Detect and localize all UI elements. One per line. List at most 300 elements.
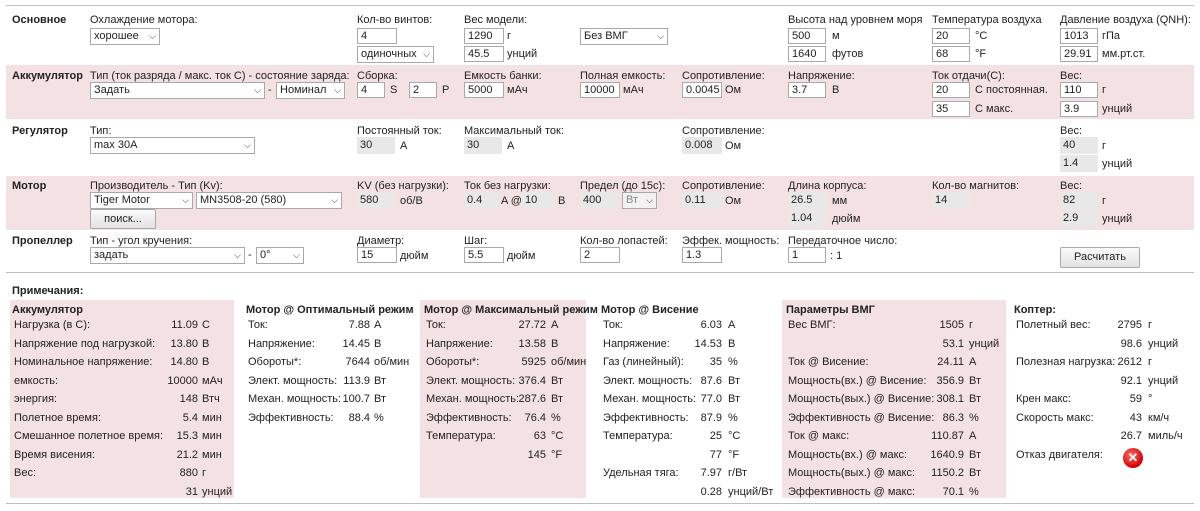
opt-row-value: 14.45	[342, 337, 370, 350]
hover-row-label: Элект. мощность:	[603, 374, 693, 387]
opt-row-unit: %	[374, 411, 384, 424]
vmg-row-label: Эффективность @ макс:	[788, 485, 915, 498]
copter-row-value: 59	[1129, 393, 1142, 405]
hover-row-unit: °C	[728, 430, 741, 442]
vmg-select[interactable]	[580, 28, 668, 45]
esc-cont-label: Постоянный ток:	[357, 125, 442, 137]
battery-weight-g-unit: г	[1102, 84, 1107, 96]
air-temp-f-input[interactable]: 68	[932, 46, 970, 62]
cells-series-input[interactable]: 4	[357, 82, 385, 98]
chevron-down-icon: ⌵	[657, 31, 664, 41]
air-pressure-label: Давление воздуха (QNH):	[1060, 14, 1191, 26]
motor-model-select[interactable]	[196, 192, 342, 209]
copter-row-label: Отказ двигателя:	[1016, 448, 1103, 461]
vmg-row-label: Мощность(вых.) @ макс:	[788, 467, 915, 479]
vmg-row-value: 53.1	[942, 337, 964, 350]
cells-series-unit: S	[390, 84, 398, 96]
hover-row-value: 14.53	[694, 337, 722, 350]
hover-row-value: 77.0	[700, 393, 722, 405]
hover-row-unit: %	[728, 411, 738, 424]
discharge-cont-unit: С постоянная.	[975, 84, 1048, 96]
vmg-row-unit: Вт	[969, 467, 982, 479]
total-capacity-input[interactable]: 10000	[580, 82, 620, 98]
battery-results-title: Аккумулятор	[12, 304, 83, 316]
esc-max-unit: A	[507, 140, 515, 152]
copter-row-value: 92.1	[1120, 374, 1142, 387]
esc-weight-g-value: 40	[1060, 137, 1098, 154]
air-temp-c-input[interactable]: 20	[932, 28, 970, 44]
battery-type-select[interactable]	[90, 82, 265, 99]
battery-row-label: Напряжение под нагрузкой:	[14, 337, 156, 350]
chevron-down-icon: ⌵	[234, 250, 241, 260]
max-row-label: Температура:	[426, 430, 496, 442]
battery-row-unit: мАч	[202, 374, 223, 387]
charge-state-value: Номинал	[280, 84, 327, 96]
cells-parallel-unit: P	[442, 84, 450, 96]
battery-row-unit: г	[202, 467, 207, 479]
battery-row-unit: В	[202, 337, 210, 350]
max-row-unit: A	[551, 319, 559, 331]
power-unit-select[interactable]	[622, 192, 657, 209]
air-pressure-inhg-unit: мм.рт.ст.	[1102, 48, 1146, 60]
noload-current-value: 0.4	[464, 192, 498, 209]
cooling-value: хорошее	[94, 30, 139, 42]
battery-row-unit: мин	[202, 411, 222, 424]
opt-row-value: 100.7	[342, 393, 370, 405]
opt-row-unit: об/мин	[374, 356, 410, 368]
battery-row-value: 14.80	[170, 356, 198, 368]
cell-capacity-input[interactable]: 5000	[464, 82, 504, 98]
max-row-label: Обороты*:	[426, 356, 480, 368]
max-row-value: 145	[527, 448, 546, 461]
chevron-down-icon: ⌵	[331, 195, 338, 205]
diameter-unit: дюйм	[400, 250, 429, 262]
pitch-unit: дюйм	[507, 250, 536, 262]
kv-unit: об/В	[400, 195, 423, 207]
copter-row-unit: унций	[1148, 337, 1179, 350]
prop-type-select[interactable]	[90, 247, 245, 264]
power-limit-value: 400	[580, 192, 618, 209]
copter-row-unit: г	[1148, 356, 1153, 368]
blades-label: Кол-во лопастей:	[580, 235, 668, 247]
battery-type-label: Тип (ток разряда / макс. ток C) - состояние заряда:	[90, 70, 350, 82]
hover-row-value: 7.97	[700, 467, 722, 479]
esc-type-value: max 30A	[94, 139, 138, 151]
copter-row-value: 2795	[1117, 319, 1142, 331]
hover-row-unit: %	[728, 356, 738, 368]
chevron-down-icon: ⌵	[149, 31, 156, 41]
max-results-title: Мотор @ Максимальный режим	[424, 304, 598, 316]
opt-row-value: 7644	[345, 356, 370, 368]
vmg-row-unit: унций	[969, 337, 1000, 350]
vmg-row-value: 1640.9	[930, 448, 964, 461]
vmg-row-label: Мощность(вх.) @ макс:	[788, 448, 908, 461]
hover-row-value: 35	[709, 356, 722, 368]
battery-row-value: 13.80	[170, 337, 198, 350]
battery-row-label: емкость:	[14, 374, 59, 387]
battery-row-value: 148	[179, 393, 198, 405]
max-row-unit: В	[551, 337, 559, 350]
vmg-row-unit: Вт	[969, 393, 982, 405]
esc-weight-label: Вес:	[1060, 125, 1083, 137]
esc-type-select[interactable]	[90, 137, 255, 154]
kv-value: 580	[357, 192, 395, 209]
cell-voltage-unit: В	[832, 84, 840, 96]
vmg-row-label: Вес ВМГ:	[788, 319, 836, 331]
hover-row-value: 87.9	[700, 411, 722, 424]
copter-results-title: Коптер:	[1014, 304, 1056, 316]
max-row-unit: °C	[551, 430, 564, 442]
opt-row-label: Эффективность:	[248, 411, 334, 424]
vmg-row-label: Ток @ макс:	[788, 430, 850, 442]
copter-row-label: Полезная нагрузка:	[1016, 356, 1116, 368]
chevron-down-icon: ⌵	[293, 250, 300, 260]
altitude-label: Высота над уровнем моря	[788, 14, 923, 26]
air-pressure-hpa-input[interactable]: 1013	[1060, 28, 1098, 44]
vmg-row-value: 110.87	[931, 430, 964, 442]
hover-row-label: Напряжение:	[603, 337, 670, 350]
weight-label: Вес модели:	[464, 14, 528, 26]
esc-cont-unit: A	[400, 140, 408, 152]
copter-row-unit: миль/ч	[1148, 430, 1183, 442]
discharge-label: Ток отдачи(C):	[932, 70, 1005, 82]
esc-weight-g-unit: г	[1102, 140, 1107, 152]
esc-resistance-value: 0.008	[682, 137, 722, 154]
hover-row-unit: Вт	[728, 374, 741, 387]
vmg-row-unit: A	[969, 430, 977, 442]
cell-capacity-label: Емкость банки:	[464, 70, 542, 82]
battery-row-value: 10000	[167, 374, 198, 387]
hover-row-label: Эффективность:	[603, 411, 689, 424]
total-capacity-unit: мАч	[623, 84, 644, 96]
rotor-type-value: одиночных	[361, 48, 417, 60]
motor-weight-label: Вес:	[1060, 180, 1083, 192]
motor-weight-oz-value: 2.9	[1060, 210, 1098, 227]
esc-type-label: Тип:	[90, 125, 112, 137]
motor-mfr-select[interactable]	[90, 192, 193, 209]
copter-row-unit: унций	[1148, 374, 1179, 387]
battery-row-label: Вес:	[14, 467, 37, 479]
vmg-row-value: 70.1	[942, 485, 964, 498]
hover-row-value: 87.6	[700, 374, 722, 387]
top-divider	[6, 5, 1194, 6]
max-row-value: 5925	[521, 356, 546, 368]
case-length-mm-unit: мм	[832, 195, 848, 207]
air-temp-f-unit: °F	[975, 48, 987, 60]
max-row-label: Ток:	[426, 319, 446, 331]
chevron-down-icon: ⌵	[423, 49, 430, 59]
hover-row-value: 6.03	[700, 319, 722, 331]
motor-resistance-value: 0.11	[682, 192, 722, 209]
opt-row-unit: В	[374, 337, 382, 350]
diameter-input[interactable]: 15	[357, 247, 397, 263]
opt-results-title: Мотор @ Оптимальный режим	[246, 304, 414, 316]
vmg-row-unit: %	[969, 411, 979, 424]
opt-row-unit: Вт	[374, 393, 387, 405]
copter-row-value: 43	[1129, 411, 1142, 424]
max-row-unit: Вт	[551, 393, 564, 405]
esc-resistance-label: Сопротивление:	[682, 125, 765, 137]
battery-row-unit: C	[202, 319, 210, 331]
diameter-label: Диаметр:	[357, 235, 405, 247]
hover-row-unit: A	[728, 319, 736, 331]
hover-row-value: 25	[709, 430, 722, 442]
max-row-value: 27.72	[518, 319, 546, 331]
chevron-down-icon: ⌵	[646, 195, 653, 205]
vmg-row-label: Ток @ Висение:	[788, 356, 869, 368]
hover-row-value: 0.28	[700, 485, 722, 498]
vmg-row-label: Эффективность @ Висение:	[788, 411, 935, 424]
pconst-input[interactable]: 1.3	[682, 247, 722, 263]
max-row-value: 376.4	[518, 374, 546, 387]
motor-model-value: MN3508-20 (580)	[200, 194, 287, 206]
copter-row-label: Полетный вес:	[1016, 319, 1091, 331]
weight-oz-unit: унций	[507, 48, 538, 60]
air-temp-label: Температура воздуха	[932, 14, 1042, 26]
battery-row-value: 15.3	[176, 430, 198, 442]
gear-ratio-input[interactable]: 1	[788, 247, 826, 263]
hover-row-unit: г/Вт	[728, 467, 748, 479]
motor-mfr-label: Производитель - Тип (Kv):	[90, 180, 223, 192]
altitude-m-input[interactable]: 500	[788, 28, 826, 44]
max-row-label: Элект. мощность:	[426, 374, 516, 387]
battery-row-label: энергия:	[14, 393, 58, 405]
hover-row-label: Механ. мощность:	[603, 393, 697, 405]
discharge-cont-input[interactable]: 20	[932, 82, 970, 98]
vmg-row-unit: A	[969, 356, 977, 368]
rotors-input[interactable]: 4	[357, 28, 397, 44]
hover-row-label: Ток:	[603, 319, 623, 331]
opt-row-label: Механ. мощность:	[248, 393, 342, 405]
battery-resistance-unit: Ом	[725, 84, 742, 96]
max-row-label: Механ. мощность:	[426, 393, 520, 405]
battery-weight-oz-input[interactable]: 3.9	[1060, 101, 1098, 117]
noload-label: Ток без нагрузки:	[464, 180, 551, 192]
max-row-value: 13.58	[518, 337, 546, 350]
cells-parallel-input[interactable]: 2	[409, 82, 437, 98]
air-pressure-inhg-input[interactable]: 29.91	[1060, 46, 1098, 62]
cell-voltage-input[interactable]: 3.7	[788, 82, 826, 98]
case-length-mm-value: 26.5	[788, 192, 826, 209]
noload-voltage-unit: В	[558, 195, 566, 207]
battery-row-label: Время висения:	[14, 448, 95, 461]
rotor-type-select[interactable]	[357, 46, 434, 63]
gear-ratio-label: Передаточное число:	[788, 235, 898, 247]
discharge-max-input[interactable]: 35	[932, 101, 970, 117]
chevron-down-icon: ⌵	[254, 85, 261, 95]
copter-row-value: 26.7	[1120, 430, 1142, 442]
max-row-label: Напряжение:	[426, 337, 493, 350]
cell-voltage-label: Напряжение:	[788, 70, 855, 82]
weight-g-unit: г	[507, 30, 512, 42]
hover-row-label: Температура:	[603, 430, 673, 442]
battery-row-unit: Втч	[202, 393, 220, 405]
motor-weight-g-unit: г	[1102, 195, 1107, 207]
power-limit-label: Предел (до 15с):	[580, 180, 666, 192]
chevron-down-icon: ⌵	[244, 140, 251, 150]
battery-weight-g-input[interactable]: 110	[1060, 82, 1098, 98]
motor-weight-g-value: 82	[1060, 192, 1098, 209]
battery-row-value: 11.09	[171, 319, 198, 331]
esc-resistance-unit: Ом	[725, 140, 742, 152]
vmg-row-unit: г	[969, 319, 974, 331]
max-row-value: 287.6	[518, 393, 546, 405]
esc-weight-oz-unit: унций	[1102, 158, 1133, 170]
max-row-unit: об/мин	[551, 356, 587, 368]
bottom-divider	[6, 503, 1194, 504]
case-length-in-value: 1.04	[788, 210, 826, 227]
chevron-down-icon: ⌵	[334, 85, 341, 95]
hover-row-unit: °F	[728, 448, 740, 461]
hover-row-label: Газ (линейный):	[603, 356, 684, 368]
noload-voltage-value: 10	[522, 192, 554, 209]
altitude-ft-unit: футов	[832, 48, 864, 60]
esc-weight-oz-value: 1.4	[1060, 155, 1098, 172]
cooling-label: Охлаждение мотора:	[90, 14, 198, 26]
max-row-unit: Вт	[551, 374, 564, 387]
battery-row-value: 31	[185, 485, 198, 498]
weight-g-input[interactable]: 1290	[464, 28, 504, 44]
motor-weight-oz-unit: унций	[1102, 213, 1133, 225]
hover-row-unit: В	[728, 337, 736, 350]
opt-row-label: Обороты*:	[248, 356, 302, 368]
battery-weight-oz-unit: унций	[1102, 103, 1133, 115]
vmg-row-unit: Вт	[969, 374, 982, 387]
cooling-select[interactable]	[90, 28, 160, 45]
section-esc: Регулятор	[12, 125, 68, 137]
battery-resistance-input[interactable]: 0.0045	[682, 82, 722, 98]
opt-row-label: Напряжение:	[248, 337, 315, 350]
hover-row-unit: унций/Вт	[728, 485, 774, 498]
prop-type-label: Тип - угол кручения:	[90, 235, 193, 247]
hover-row-value: 77	[709, 448, 722, 461]
opt-row-unit: A	[374, 319, 382, 331]
chevron-down-icon: ⌵	[182, 195, 189, 205]
copter-row-value: 2612	[1117, 356, 1142, 368]
battery-row-unit: мин	[202, 430, 222, 442]
battery-row-unit: мин	[202, 448, 222, 461]
vmg-row-unit: %	[969, 485, 979, 498]
pitch-label: Шаг:	[464, 235, 488, 247]
case-length-label: Длина корпуса:	[788, 180, 867, 192]
hover-row-unit: Вт	[728, 393, 741, 405]
battery-weight-label: Вес:	[1060, 70, 1083, 82]
esc-max-value: 30	[464, 137, 502, 154]
notes-divider	[6, 272, 1194, 273]
rotors-label: Кол-во винтов:	[357, 14, 433, 26]
max-row-unit: %	[551, 411, 561, 424]
vmg-row-value: 24.11	[937, 356, 964, 368]
copter-row-label: Крен макс:	[1016, 393, 1071, 405]
opt-row-label: Ток:	[248, 319, 268, 331]
battery-row-value: 5.4	[182, 411, 198, 424]
battery-row-unit: В	[202, 356, 210, 368]
battery-row-unit: унций	[202, 485, 233, 498]
pitch-input[interactable]: 5.5	[464, 247, 504, 263]
vmg-row-value: 86.3	[942, 411, 964, 424]
noload-current-unit: A @	[501, 195, 522, 207]
case-length-in-unit: дюйм	[832, 213, 861, 225]
cell-capacity-unit: мАч	[507, 84, 528, 96]
altitude-m-unit: м	[832, 30, 840, 42]
esc-cont-value: 30	[357, 137, 395, 154]
notes-title: Примечания:	[12, 285, 84, 297]
blades-input[interactable]: 2	[580, 247, 620, 263]
calculate-button[interactable]: Расчитать	[1060, 247, 1140, 268]
charge-state-select[interactable]	[276, 82, 345, 99]
weight-oz-input[interactable]: 45.5	[464, 46, 504, 62]
battery-row-label: Нагрузка (в C):	[14, 319, 91, 331]
opt-row-value: 7.88	[348, 319, 370, 331]
vmg-row-unit: Вт	[969, 448, 982, 461]
vmg-row-label: Мощность(вых.) @ Висение:	[788, 393, 935, 405]
section-battery: Аккумулятор	[12, 70, 83, 82]
vmg-row-value: 308.1	[936, 393, 964, 405]
vmg-value: Без ВМГ	[584, 30, 628, 42]
battery-config-label: Сборка:	[357, 70, 398, 82]
error-icon: ✕	[1123, 448, 1143, 468]
air-temp-c-unit: °C	[975, 30, 988, 42]
section-main: Основное	[12, 14, 67, 26]
max-row-label: Эффективность:	[426, 411, 512, 424]
magnets-value: 14	[932, 192, 970, 209]
hover-row-label: Удельная тяга:	[603, 467, 679, 479]
max-row-value: 76.4	[524, 411, 546, 424]
pconst-label: Эффек. мощность:	[682, 235, 780, 247]
battery-type-value: Задать	[94, 84, 130, 96]
vmg-row-value: 1150.2	[931, 467, 964, 479]
copter-row-unit: °	[1148, 393, 1153, 405]
gear-ratio-sep: : 1	[830, 250, 843, 262]
battery-row-label: Смешанное полетное время:	[14, 430, 164, 442]
motor-resistance-label: Сопротивление:	[682, 180, 765, 192]
altitude-ft-input[interactable]: 1640	[788, 46, 826, 62]
magnets-label: Кол-во магнитов:	[932, 180, 1020, 192]
prop-angle-value: 0°	[260, 249, 271, 261]
battery-row-label: Номинальное напряжение:	[14, 356, 153, 368]
discharge-max-unit: С макс.	[975, 103, 1014, 115]
air-pressure-hpa-unit: гПа	[1102, 30, 1121, 42]
motor-mfr-value: Tiger Motor	[94, 194, 150, 206]
vmg-results-title: Параметры ВМГ	[786, 304, 875, 316]
vmg-row-value: 1505	[939, 319, 964, 331]
copter-row-unit: км/ч	[1148, 411, 1170, 424]
battery-dash: -	[268, 84, 272, 96]
hover-results-title: Мотор @ Висение	[601, 304, 699, 316]
motor-search-button[interactable]: поиск...	[90, 209, 156, 229]
section-prop: Пропеллер	[12, 235, 73, 247]
battery-resistance-label: Сопротивление:	[682, 70, 765, 82]
battery-row-label: Полетное время:	[14, 411, 102, 424]
opt-row-unit: Вт	[374, 374, 387, 387]
vmg-row-label: Мощность(вх.) @ Висение:	[788, 374, 927, 387]
prop-dash: -	[248, 249, 252, 261]
battery-row-value: 880	[179, 467, 198, 479]
battery-row-value: 21.2	[176, 448, 198, 461]
opt-row-value: 113.9	[343, 374, 370, 387]
prop-angle-select[interactable]	[256, 247, 304, 264]
section-motor: Мотор	[12, 180, 47, 192]
prop-type-value: задать	[94, 249, 129, 261]
total-capacity-label: Полная емкость:	[580, 70, 666, 82]
copter-row-value: 98.6	[1120, 337, 1142, 350]
esc-max-label: Максимальный ток:	[464, 125, 564, 137]
copter-row-label: Скорость макс:	[1016, 411, 1094, 424]
max-row-value: 63	[533, 430, 546, 442]
motor-resistance-unit: Ом	[725, 195, 742, 207]
max-row-unit: °F	[551, 448, 563, 461]
opt-row-value: 88.4	[348, 411, 370, 424]
